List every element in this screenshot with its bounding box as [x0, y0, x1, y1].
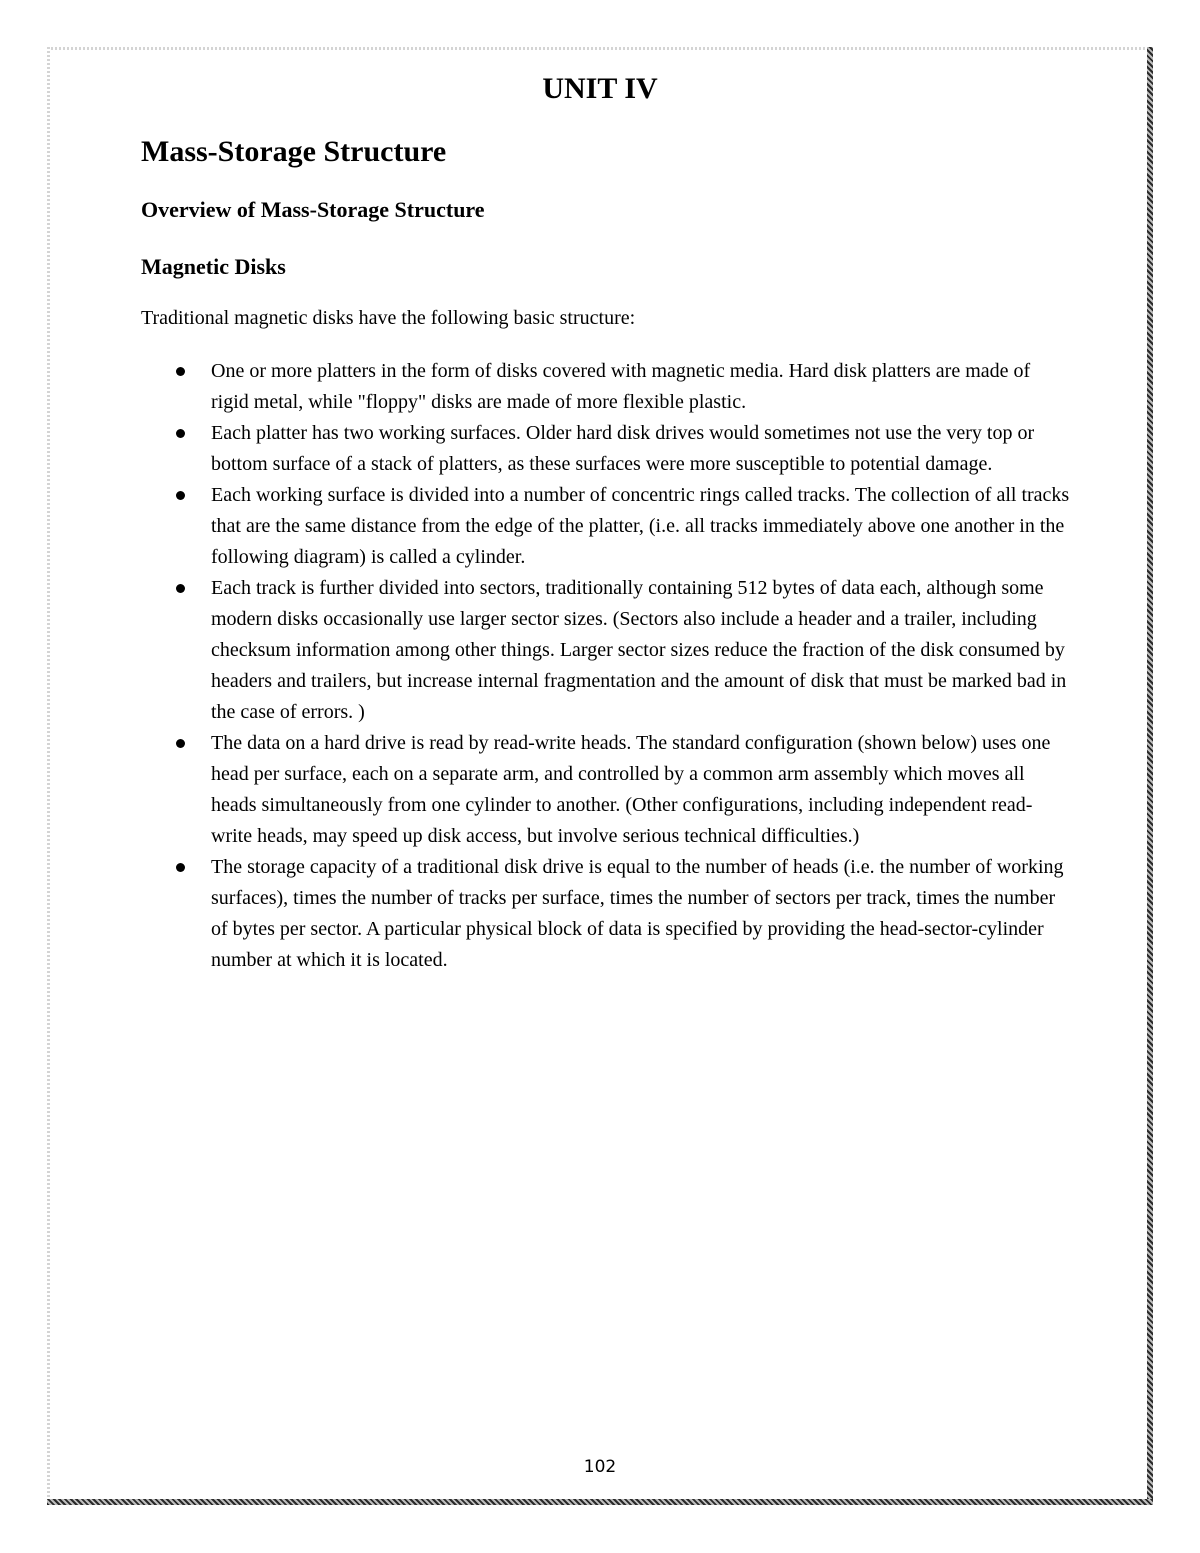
list-item [211, 728, 1071, 852]
list-item-text: Each working surface is divided into a number of concentric rings called tracks. The collection of all tracks that are the same distance from the edge of the platter, (i.e. all tracks immediately above one another in the following diagram) is called a cylinder. [211, 484, 1070, 568]
bullet-icon [176, 863, 185, 872]
list-item [211, 852, 1071, 976]
page-border-top [47, 47, 1151, 50]
list-item-text: One or more platters in the form of disks covered with magnetic media. Hard disk platters are made of rigid metal, while "floppy" disks are made of more flexible plastic. [211, 360, 1031, 413]
page-number: 102 [583, 1457, 617, 1477]
chapter-title: Mass-Storage Structure [141, 135, 447, 168]
list-item [211, 418, 1071, 480]
list-item-text: Each track is further divided into sectors, traditionally containing 512 bytes of data each, although some modern disks occasionally use larger sector sizes. (Sectors also include a header and a trailer, including checksum information among other things. Larger sector sizes reduce the fraction of the disk consumed by headers and trailers, but increase internal fragmentation and the amount of disk that must be marked bad in the case of errors. ) [211, 577, 1067, 723]
list-item [211, 573, 1071, 728]
page-border-right [1147, 47, 1153, 1505]
list-item-text: The storage capacity of a traditional disk drive is equal to the number of heads (i.e. the number of working surfaces), times the number of tracks per surface, times the number of sectors per track, times the number of bytes per sector. A particular physical block of data is specified by providing the head-sector-cylinder number at which it is located. [211, 856, 1064, 971]
bullet-icon [176, 491, 185, 500]
intro-paragraph: Traditional magnetic disks have the following basic structure: [141, 307, 636, 329]
page-border-bottom [47, 1499, 1153, 1505]
bullet-icon [176, 739, 185, 748]
section-title: Overview of Mass-Storage Structure [141, 197, 485, 222]
bullet-icon [176, 367, 185, 376]
bullet-list [211, 356, 1071, 976]
list-item-text: The data on a hard drive is read by read-write heads. The standard configuration (shown below) uses one head per surface, each on a separate arm, and controlled by a common arm assembly which moves all heads simultaneously from one cylinder to another. (Other configurations, including independent read-write heads, may speed up disk access, but involve serious technical difficulties.) [211, 732, 1051, 847]
unit-title: UNIT IV [542, 72, 658, 105]
list-item [211, 480, 1071, 573]
bullet-icon [176, 584, 185, 593]
bullet-icon [176, 429, 185, 438]
list-item-text: Each platter has two working surfaces. Older hard disk drives would sometimes not use the very top or bottom surface of a stack of platters, as these surfaces were more susceptible to potential damage. [211, 422, 1035, 475]
page-border-left [47, 47, 50, 1502]
subsection-title: Magnetic Disks [141, 254, 286, 279]
list-item [211, 356, 1071, 418]
